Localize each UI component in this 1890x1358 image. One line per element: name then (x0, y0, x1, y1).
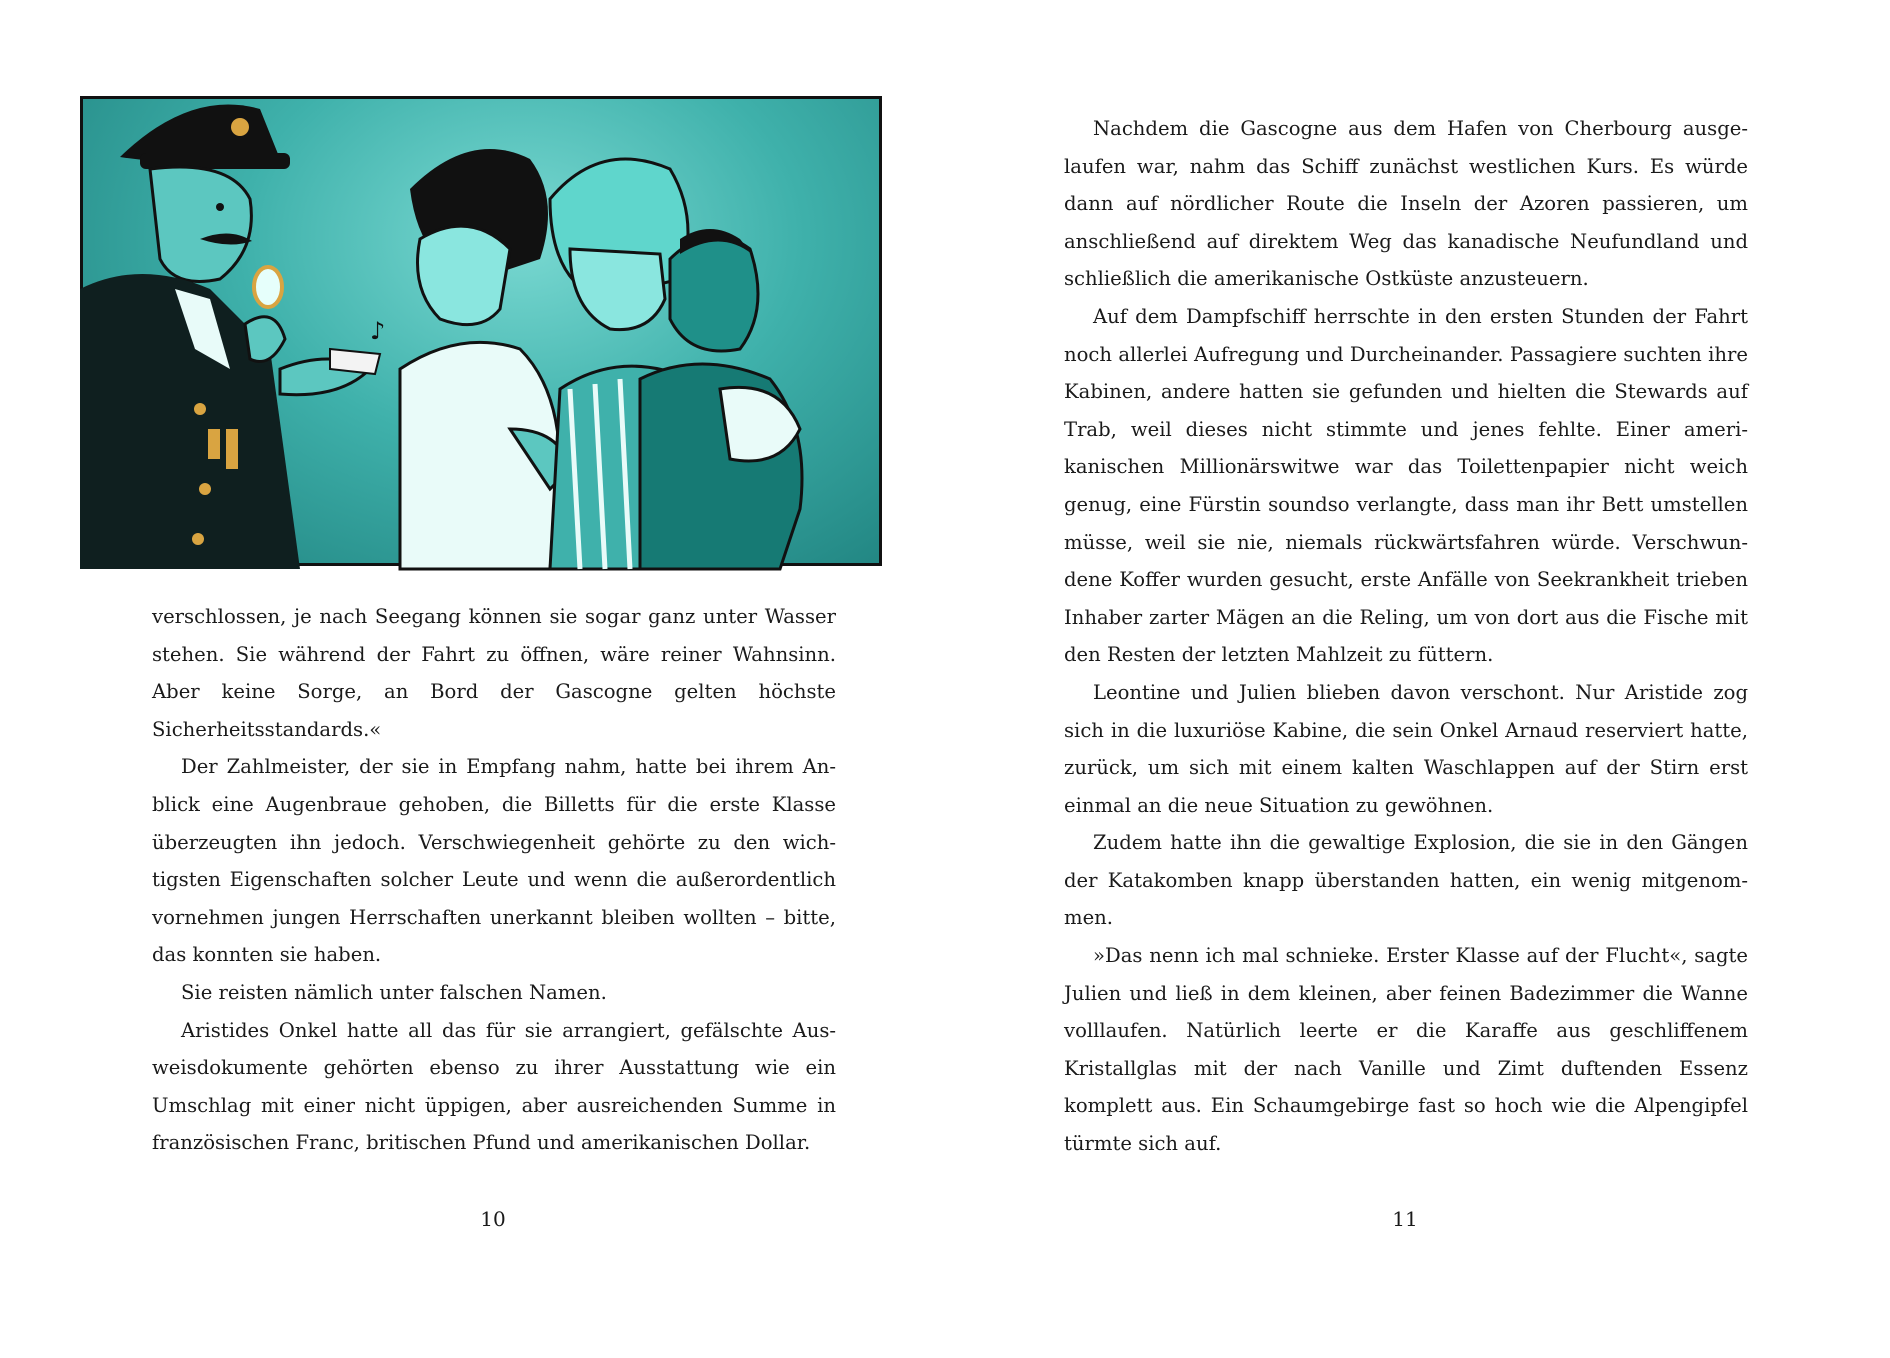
page-number: 11 (1392, 1207, 1418, 1231)
music-note-icon: ♪ (370, 317, 386, 345)
paragraph: Auf dem Dampfschiff herrschte in den ersten Stunden der Fahrt noch allerlei Aufregung und Durcheinander. Passagiere suchten ihre Kabinen, andere hatten sie gefunden und hielten die Stewards auf Trab, weil dieses nicht stimmte und jenes fehlte. Einer amerikanischen Millionärswitwe war das Toilettenpapier nicht weich genug, eine Fürstin soundso verlangte, dass man ihr Bett umstellen müsse, weil sie nie, niemals rückwärtsfahren würde. Verschwundene Koffer wurden gesucht, erste Anfälle von Seekrankheit trieben Inhaber zarter Mägen an die Reling, um von dort aus die Fische mit den Resten der letzten Mahlzeit zu füttern. (1064, 304, 1748, 667)
boy-in-white-shirt (400, 149, 570, 569)
officer-figure (80, 104, 380, 569)
right-page-text (1064, 110, 1748, 1163)
left-page-text (152, 598, 836, 1162)
illustration (80, 96, 882, 566)
paragraph: Leontine und Julien blieben davon verschont. Nur Aristide zog sich in die luxuriöse Kabine, die sein Onkel Arnaud reserviert hatte, zurück, um sich mit einem kalten Waschlappen auf der Stirn erst einmal an die neue Situation zu gewöhnen. (1064, 680, 1748, 817)
right-page (945, 0, 1890, 1358)
paragraph: »Das nenn ich mal schnieke. Erster Klasse auf der Flucht«, sagte Julien und ließ in dem kleinen, aber feinen Badezimmer die Wanne volllaufen. Natürlich leerte er die Karaffe aus geschliffenem Kristallglas mit der nach Vanille und Zimt duftenden Essenz komplett aus. Ein Schaumgebirge fast so hoch wie die Alpengipfel türmte sich auf. (1064, 944, 1748, 1156)
paragraph: Der Zahlmeister, der sie in Empfang nahm, hatte bei ihrem Anblick eine Augenbraue gehoben, die Billetts für die erste Klasse überzeugten ihn jedoch. Verschwiegenheit gehörte zu den wichtigsten Eigenschaften solcher Leute und wenn die außerordentlich vornehmen jungen Herrschaften unerkannt bleiben wollten – bitte, das konnten sie haben. (152, 755, 836, 967)
paragraph: Sie reisten nämlich unter falschen Namen. (181, 980, 607, 1004)
paragraph: Zudem hatte ihn die gewaltige Explosion, die sie in den Gängen der Katakomben knapp überstanden hatten, ein wenig mitgenommen. (1064, 831, 1748, 930)
illustration-art (80, 49, 910, 569)
page-number: 10 (480, 1207, 506, 1231)
paragraph: verschlossen, je nach Seegang können sie sogar ganz unter Wasser stehen. Sie während der Fahrt zu öffnen, wäre reiner Wahnsinn. Aber keine Sorge, an Bord der Gascogne gelten höchste Sicherheitsstandards.« (152, 605, 836, 741)
paragraph: Aristides Onkel hatte all das für sie arrangiert, gefälschte Ausweisdokumente gehörten ebenso zu ihrer Ausstattung wie ein Umschlag mit einer nicht üppigen, aber ausreichenden Summe in französischen Franc, britischen Pfund und amerikanischen Dollar. (152, 1018, 836, 1155)
paragraph: Nachdem die Gascogne aus dem Hafen von Cherbourg ausgelaufen war, nahm das Schiff zunächst westlichen Kurs. Es würde dann auf nördlicher Route die Inseln der Azoren passieren, um anschließend auf direktem Weg das kanadische Neufundland und schließlich die amerikanische Ostküste anzusteuern. (1064, 117, 1748, 291)
